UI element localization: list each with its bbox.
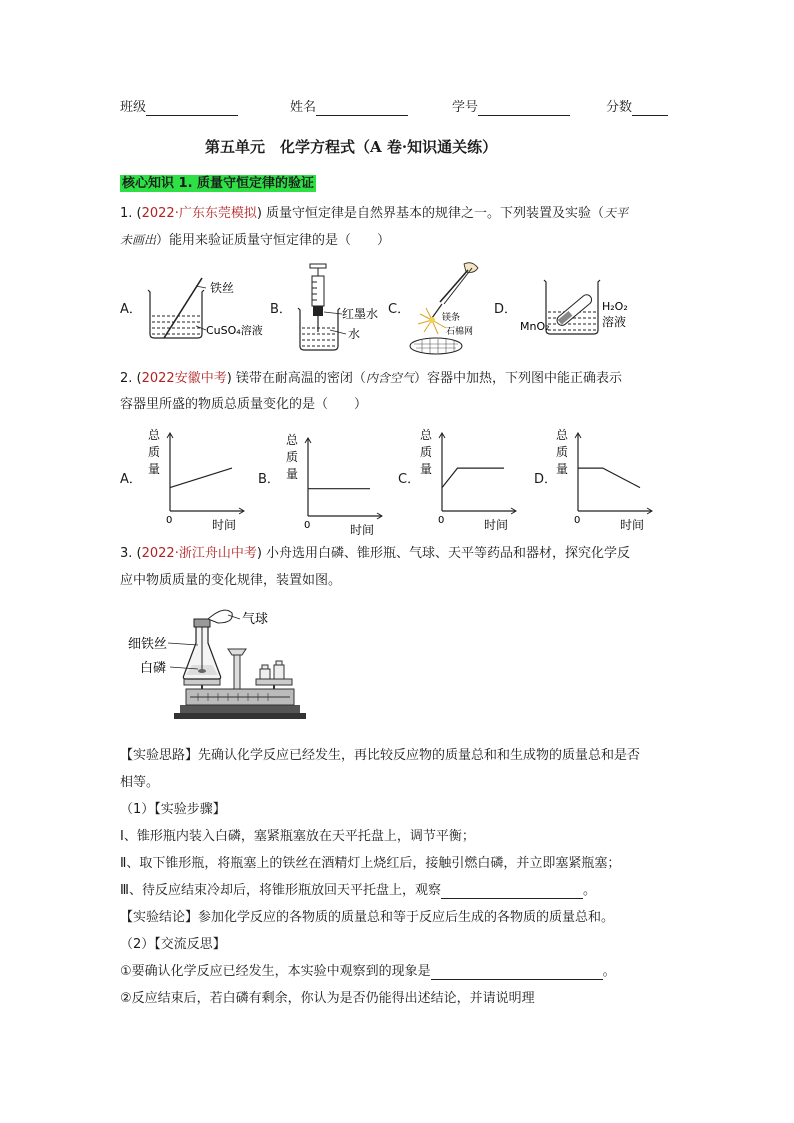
class-blank[interactable] bbox=[146, 101, 238, 116]
iron-wire-label: 铁丝 bbox=[210, 281, 235, 295]
name-field bbox=[290, 100, 408, 116]
q3-step-2: Ⅱ、取下锥形瓶，将瓶塞上的铁丝在酒精灯上烧红后，接触引燃白磷，并立即塞紧瓶塞； bbox=[120, 856, 621, 871]
x-axis-label: 时间 bbox=[484, 518, 509, 532]
q2-graph-d bbox=[550, 425, 660, 535]
y-axis-label-char: 量 bbox=[420, 462, 433, 476]
section-heading bbox=[120, 172, 316, 191]
y-axis-label-char: 质 bbox=[420, 445, 433, 459]
q2-line2: 容器里所盛的物质总质量变化的是（ ） bbox=[120, 397, 368, 412]
q3-line1: 3. (2022·浙江舟山中考) 小舟选用白磷、锥形瓶、气球、天平等药品和器材，探究化学反 bbox=[120, 546, 631, 561]
cuso4-label: CuSO₄溶液 bbox=[206, 324, 263, 337]
id-blank[interactable] bbox=[478, 101, 570, 116]
q1-option-a[interactable]: A． bbox=[120, 302, 142, 317]
name-blank[interactable] bbox=[316, 101, 408, 116]
x-axis-label: 时间 bbox=[620, 518, 645, 532]
score-label: 分数 bbox=[606, 100, 633, 115]
q2-graph-c bbox=[414, 425, 524, 535]
class-label: 班级 bbox=[120, 100, 147, 115]
q1-d-h2o2-figure bbox=[514, 272, 644, 347]
q1-line2: 未画出）能用来验证质量守恒定律的是（ ） bbox=[120, 233, 391, 248]
q3-balance-figure bbox=[128, 605, 308, 725]
series-line bbox=[170, 468, 232, 488]
red-ink-label: 红墨水 bbox=[342, 307, 379, 321]
series-line bbox=[578, 468, 640, 488]
y-axis-label-char: 总 bbox=[420, 428, 433, 442]
class-field bbox=[120, 100, 238, 116]
y-axis-label-char: 质 bbox=[556, 445, 569, 459]
q2-option-d[interactable]: D． bbox=[534, 472, 558, 487]
q2-source: 2022安徽中考 bbox=[141, 371, 227, 386]
q1-option-c[interactable]: C． bbox=[388, 302, 411, 317]
q3-idea-2: 相等。 bbox=[120, 775, 160, 790]
fine-wire-label: 细铁丝 bbox=[128, 637, 168, 652]
score-blank[interactable] bbox=[632, 101, 668, 116]
asbestos-label: 石棉网 bbox=[446, 327, 474, 337]
id-label: 学号 bbox=[452, 100, 479, 115]
balloon-label: 气球 bbox=[242, 612, 269, 627]
y-axis-label-char: 量 bbox=[286, 467, 299, 481]
q3-line2: 应中物质质量的变化规律，装置如图。 bbox=[120, 573, 342, 588]
mg-strip-label: 镁条 bbox=[442, 313, 461, 323]
y-axis-label-char: 总 bbox=[556, 428, 569, 442]
page-title: 第五单元 化学方程式（A 卷·知识通关练） bbox=[205, 138, 498, 156]
section-heading-text: 核心知识 1. 质量守恒定律的验证 bbox=[122, 176, 315, 191]
y-axis-label-char: 量 bbox=[556, 462, 569, 476]
q2-graph-b bbox=[280, 430, 390, 540]
q1-option-d[interactable]: D． bbox=[494, 302, 518, 317]
q2-option-b[interactable]: B． bbox=[258, 472, 280, 487]
origin-label: 0 bbox=[166, 515, 173, 526]
q1-line1: 1. (2022·广东东莞模拟) 质量守恒定律是自然界基本的规律之一。下列装置及实验（天平 bbox=[120, 206, 629, 221]
q3-reflect-head: （2）【交流反思】 bbox=[120, 937, 226, 952]
x-axis-label: 时间 bbox=[350, 523, 375, 537]
origin-label: 0 bbox=[574, 515, 581, 526]
q3-reflect1-blank[interactable] bbox=[431, 965, 603, 980]
q1-source: 2022·广东东莞模拟 bbox=[141, 206, 257, 221]
y-axis-label-char: 总 bbox=[148, 428, 161, 442]
q2-graph-a bbox=[142, 425, 252, 535]
mno2-label: MnO₂ bbox=[520, 320, 550, 333]
q1-a-beaker-figure bbox=[140, 272, 270, 347]
q1-c-magnesium-figure bbox=[402, 258, 497, 356]
origin-label: 0 bbox=[438, 515, 445, 526]
series-line bbox=[442, 468, 504, 488]
q3-step-head: （1）【实验步骤】 bbox=[120, 802, 226, 817]
q2-line1: 2. (2022安徽中考) 镁带在耐高温的密闭（内含空气）容器中加热，下列图中能正确表示 bbox=[120, 371, 622, 386]
y-axis-label-char: 质 bbox=[148, 445, 161, 459]
q1-option-b[interactable]: B． bbox=[270, 302, 292, 317]
q3-step3-blank[interactable] bbox=[441, 884, 583, 899]
score-field bbox=[606, 100, 668, 116]
q3-step-3: Ⅲ、待反应结束冷却后，将锥形瓶放回天平托盘上，观察 。 bbox=[120, 883, 596, 898]
q1-b-syringe-figure bbox=[290, 262, 390, 352]
q3-conclusion: 【实验结论】参加化学反应的各物质的质量总和等于反应后生成的各物质的质量总和。 bbox=[120, 910, 615, 925]
q2-option-a[interactable]: A． bbox=[120, 472, 142, 487]
x-axis-label: 时间 bbox=[212, 518, 237, 532]
y-axis-label-char: 总 bbox=[286, 433, 299, 447]
id-field bbox=[452, 100, 570, 116]
q3-idea: 【实验思路】先确认化学反应已经发生，再比较反应物的质量总和和生成物的质量总和是否 bbox=[120, 748, 641, 763]
h2o2-label: H₂O₂ bbox=[602, 300, 628, 313]
origin-label: 0 bbox=[304, 520, 311, 531]
water-label: 水 bbox=[348, 327, 361, 341]
y-axis-label-char: 质 bbox=[286, 450, 299, 464]
y-axis-label-char: 量 bbox=[148, 462, 161, 476]
q3-reflect-1: ①要确认化学反应已经发生，本实验中观察到的现象是 。 bbox=[120, 964, 616, 979]
name-label: 姓名 bbox=[290, 100, 317, 115]
solution-label: 溶液 bbox=[602, 315, 627, 329]
q3-reflect-2: ②反应结束后，若白磷有剩余，你认为是否仍能得出述结论，并请说明理 bbox=[120, 991, 535, 1006]
white-p-label: 白磷 bbox=[140, 661, 167, 676]
q2-option-c[interactable]: C． bbox=[398, 472, 421, 487]
q3-source: 2022·浙江舟山中考 bbox=[141, 546, 257, 561]
q3-step-1: Ⅰ、锥形瓶内装入白磷，塞紧瓶塞放在天平托盘上，调节平衡； bbox=[120, 829, 475, 844]
